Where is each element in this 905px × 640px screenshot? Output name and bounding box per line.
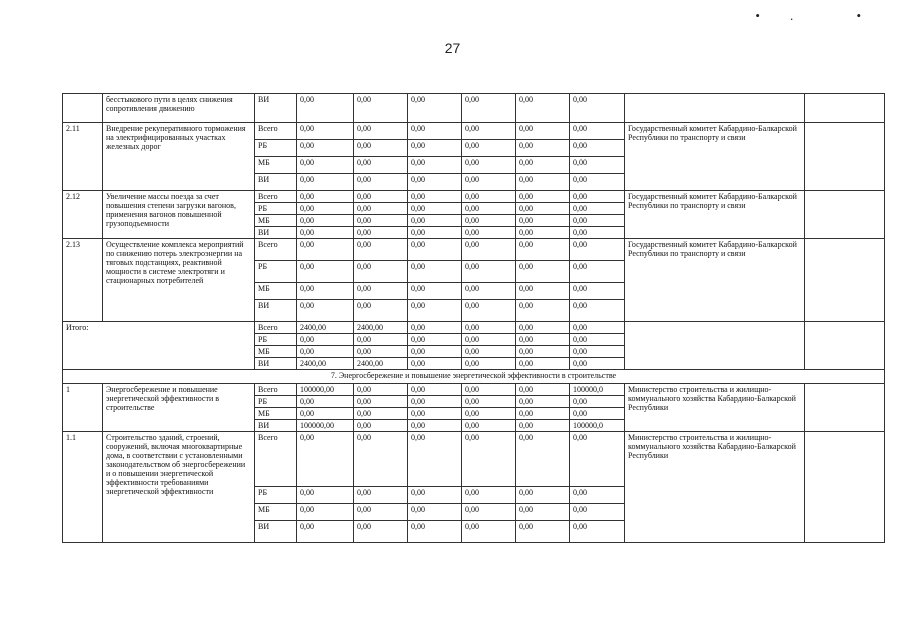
funding-source: РБ (255, 140, 297, 157)
amount-cell: 0,00 (354, 521, 408, 543)
amount-cell: 0,00 (570, 203, 625, 215)
amount-cell: 0,00 (297, 157, 354, 174)
funding-source: ВИ (255, 521, 297, 543)
amount-cell: 0,00 (516, 504, 570, 521)
item-description: Строительство зданий, строений, сооружений, включая многоквартирные дома, в соответствии с установленными законодательством об энергосбережении и о повышении энергетической эффективности требованиями энергетической эффективности (103, 432, 255, 543)
amount-cell: 0,00 (516, 140, 570, 157)
amount-cell: 0,00 (462, 157, 516, 174)
amount-cell: 0,00 (462, 140, 516, 157)
amount-cell: 0,00 (516, 432, 570, 487)
amount-cell: 0,00 (297, 239, 354, 261)
amount-cell: 0,00 (408, 504, 462, 521)
amount-cell: 0,00 (354, 174, 408, 191)
amount-cell: 0,00 (297, 191, 354, 203)
amount-cell: 0,00 (354, 261, 408, 283)
amount-cell: 0,00 (408, 300, 462, 322)
amount-cell: 0,00 (297, 521, 354, 543)
amount-cell: 0,00 (570, 157, 625, 174)
amount-cell: 0,00 (516, 322, 570, 334)
amount-cell: 0,00 (570, 322, 625, 334)
item-number: 2.13 (63, 239, 103, 322)
table-row (63, 370, 885, 384)
amount-cell: 2400,00 (354, 358, 408, 370)
funding-source: Всего (255, 239, 297, 261)
funding-source: Всего (255, 191, 297, 203)
amount-cell: 0,00 (297, 174, 354, 191)
amount-cell: 0,00 (516, 283, 570, 300)
amount-cell: 0,00 (354, 283, 408, 300)
amount-cell: 0,00 (570, 123, 625, 140)
amount-cell: 0,00 (297, 504, 354, 521)
amount-cell: 0,00 (570, 504, 625, 521)
item-number (63, 94, 103, 123)
amount-cell: 0,00 (354, 157, 408, 174)
funding-source: ВИ (255, 94, 297, 123)
amount-cell: 2400,00 (297, 358, 354, 370)
amount-cell: 0,00 (462, 239, 516, 261)
notes-cell (805, 191, 885, 239)
funding-source: РБ (255, 203, 297, 215)
amount-cell: 0,00 (408, 396, 462, 408)
amount-cell: 0,00 (462, 408, 516, 420)
amount-cell: 0,00 (516, 358, 570, 370)
funding-source: ВИ (255, 358, 297, 370)
table-row (63, 432, 885, 487)
amount-cell: 0,00 (297, 396, 354, 408)
amount-cell: 0,00 (408, 384, 462, 396)
amount-cell: 0,00 (408, 408, 462, 420)
amount-cell: 0,00 (462, 396, 516, 408)
amount-cell: 100000,0 (570, 420, 625, 432)
amount-cell: 0,00 (462, 334, 516, 346)
funding-source: ВИ (255, 227, 297, 239)
amount-cell: 0,00 (297, 261, 354, 283)
amount-cell: 0,00 (516, 334, 570, 346)
amount-cell: 0,00 (570, 261, 625, 283)
amount-cell: 0,00 (570, 432, 625, 487)
notes-cell (805, 384, 885, 432)
energy-program-table (62, 93, 885, 543)
amount-cell: 0,00 (516, 203, 570, 215)
amount-cell: 0,00 (408, 140, 462, 157)
funding-source: МБ (255, 215, 297, 227)
amount-cell: 0,00 (462, 227, 516, 239)
notes-cell (805, 239, 885, 322)
amount-cell: 0,00 (354, 140, 408, 157)
amount-cell: 0,00 (462, 123, 516, 140)
amount-cell: 0,00 (297, 123, 354, 140)
item-description: бесстыкового пути в целях снижения сопротивления движению (103, 94, 255, 123)
notes-cell (805, 94, 885, 123)
funding-source: МБ (255, 346, 297, 358)
amount-cell: 0,00 (354, 432, 408, 487)
amount-cell: 0,00 (516, 300, 570, 322)
item-number: 2.12 (63, 191, 103, 239)
amount-cell: 0,00 (462, 346, 516, 358)
amount-cell: 0,00 (297, 432, 354, 487)
amount-cell: 0,00 (516, 227, 570, 239)
table-row (63, 322, 885, 334)
amount-cell: 0,00 (462, 504, 516, 521)
total-label: Итого: (63, 322, 255, 370)
amount-cell: 0,00 (516, 521, 570, 543)
amount-cell: 0,00 (354, 191, 408, 203)
corner-marks: •. • (755, 8, 891, 23)
funding-source: РБ (255, 396, 297, 408)
amount-cell: 0,00 (516, 157, 570, 174)
amount-cell: 0,00 (408, 203, 462, 215)
amount-cell: 0,00 (408, 174, 462, 191)
amount-cell: 2400,00 (354, 322, 408, 334)
amount-cell: 0,00 (462, 432, 516, 487)
amount-cell: 0,00 (408, 227, 462, 239)
amount-cell: 0,00 (354, 408, 408, 420)
section-heading: 7. Энергосбережение и повышение энергетической эффективности в строительстве (63, 370, 885, 384)
amount-cell: 0,00 (297, 140, 354, 157)
amount-cell: 0,00 (408, 157, 462, 174)
amount-cell: 0,00 (408, 521, 462, 543)
item-number: 1 (63, 384, 103, 432)
amount-cell: 100000,00 (297, 420, 354, 432)
amount-cell: 0,00 (462, 521, 516, 543)
amount-cell: 0,00 (297, 346, 354, 358)
amount-cell: 0,00 (462, 174, 516, 191)
amount-cell: 0,00 (408, 322, 462, 334)
table-row (63, 191, 885, 203)
amount-cell: 0,00 (462, 283, 516, 300)
amount-cell: 0,00 (297, 215, 354, 227)
amount-cell: 0,00 (570, 300, 625, 322)
amount-cell: 0,00 (462, 358, 516, 370)
table-row (63, 94, 885, 123)
amount-cell: 0,00 (570, 283, 625, 300)
amount-cell: 0,00 (516, 408, 570, 420)
amount-cell: 0,00 (408, 283, 462, 300)
amount-cell: 0,00 (408, 191, 462, 203)
amount-cell: 0,00 (354, 239, 408, 261)
responsible-executor: Министерство строительства и жилищно-коммунального хозяйства Кабардино-Балкарской Республики (625, 432, 805, 543)
amount-cell: 0,00 (570, 239, 625, 261)
responsible-executor: Государственный комитет Кабардино-Балкарской Республики по транспорту и связи (625, 239, 805, 322)
amount-cell: 0,00 (462, 420, 516, 432)
amount-cell: 0,00 (354, 487, 408, 504)
amount-cell: 0,00 (570, 408, 625, 420)
amount-cell: 0,00 (354, 215, 408, 227)
amount-cell: 100000,0 (570, 384, 625, 396)
amount-cell: 0,00 (297, 283, 354, 300)
page-number: 27 (444, 40, 461, 56)
item-number: 2.11 (63, 123, 103, 191)
amount-cell: 0,00 (408, 239, 462, 261)
amount-cell: 0,00 (570, 396, 625, 408)
amount-cell: 0,00 (297, 487, 354, 504)
amount-cell: 0,00 (354, 123, 408, 140)
amount-cell: 0,00 (570, 358, 625, 370)
amount-cell: 0,00 (516, 191, 570, 203)
amount-cell: 0,00 (570, 334, 625, 346)
amount-cell: 0,00 (354, 203, 408, 215)
amount-cell: 0,00 (516, 396, 570, 408)
notes-cell (805, 432, 885, 543)
amount-cell: 0,00 (462, 384, 516, 396)
amount-cell: 0,00 (408, 215, 462, 227)
responsible-executor: Государственный комитет Кабардино-Балкарской Республики по транспорту и связи (625, 191, 805, 239)
amount-cell: 0,00 (354, 300, 408, 322)
amount-cell: 0,00 (408, 346, 462, 358)
amount-cell: 0,00 (354, 334, 408, 346)
amount-cell: 0,00 (408, 123, 462, 140)
amount-cell: 0,00 (570, 140, 625, 157)
funding-source: ВИ (255, 300, 297, 322)
amount-cell: 0,00 (408, 261, 462, 283)
amount-cell: 0,00 (516, 346, 570, 358)
amount-cell: 0,00 (570, 487, 625, 504)
amount-cell: 0,00 (297, 203, 354, 215)
amount-cell: 0,00 (570, 174, 625, 191)
amount-cell: 100000,00 (297, 384, 354, 396)
table-row (63, 123, 885, 140)
notes-cell (805, 322, 885, 370)
amount-cell: 0,00 (516, 420, 570, 432)
funding-source: Всего (255, 123, 297, 140)
amount-cell: 0,00 (462, 322, 516, 334)
funding-source: МБ (255, 408, 297, 420)
amount-cell: 0,00 (354, 384, 408, 396)
amount-cell: 0,00 (408, 487, 462, 504)
amount-cell: 0,00 (354, 227, 408, 239)
funding-source: РБ (255, 487, 297, 504)
amount-cell: 0,00 (408, 358, 462, 370)
amount-cell: 0,00 (462, 203, 516, 215)
responsible-executor (625, 322, 805, 370)
responsible-executor (625, 94, 805, 123)
amount-cell: 0,00 (297, 408, 354, 420)
amount-cell: 0,00 (516, 487, 570, 504)
item-description: Увеличение массы поезда за счет повышения степени загрузки вагонов, применения вагонов повышенной грузоподъемности (103, 191, 255, 239)
amount-cell: 0,00 (297, 227, 354, 239)
amount-cell: 0,00 (297, 334, 354, 346)
amount-cell: 0,00 (408, 334, 462, 346)
amount-cell: 0,00 (570, 521, 625, 543)
funding-source: МБ (255, 283, 297, 300)
funding-source: Всего (255, 384, 297, 396)
amount-cell: 0,00 (462, 215, 516, 227)
item-description: Энергосбережение и повышение энергетической эффективности в строительстве (103, 384, 255, 432)
amount-cell: 0,00 (516, 123, 570, 140)
funding-source: РБ (255, 334, 297, 346)
amount-cell: 0,00 (516, 215, 570, 227)
amount-cell: 0,00 (408, 94, 462, 123)
amount-cell: 0,00 (462, 300, 516, 322)
amount-cell: 0,00 (354, 346, 408, 358)
amount-cell: 0,00 (462, 487, 516, 504)
amount-cell: 0,00 (354, 396, 408, 408)
amount-cell: 0,00 (462, 191, 516, 203)
amount-cell: 0,00 (354, 504, 408, 521)
amount-cell: 2400,00 (297, 322, 354, 334)
responsible-executor: Министерство строительства и жилищно-коммунального хозяйства Кабардино-Балкарской Республики (625, 384, 805, 432)
funding-source: МБ (255, 157, 297, 174)
amount-cell: 0,00 (516, 239, 570, 261)
amount-cell: 0,00 (408, 420, 462, 432)
amount-cell: 0,00 (516, 261, 570, 283)
funding-source: Всего (255, 322, 297, 334)
amount-cell: 0,00 (408, 432, 462, 487)
amount-cell: 0,00 (570, 346, 625, 358)
responsible-executor: Государственный комитет Кабардино-Балкарской Республики по транспорту и связи (625, 123, 805, 191)
funding-source: Всего (255, 432, 297, 487)
table-row (63, 239, 885, 261)
amount-cell: 0,00 (516, 94, 570, 123)
notes-cell (805, 123, 885, 191)
item-number: 1.1 (63, 432, 103, 543)
amount-cell: 0,00 (354, 94, 408, 123)
amount-cell: 0,00 (516, 174, 570, 191)
amount-cell: 0,00 (297, 300, 354, 322)
funding-source: МБ (255, 504, 297, 521)
funding-source: ВИ (255, 174, 297, 191)
amount-cell: 0,00 (462, 94, 516, 123)
table-row (63, 384, 885, 396)
item-description: Осуществление комплекса мероприятий по снижению потерь электроэнергии на тяговых подстанциях, реактивной мощности в системе электротяги и стационарных потребителей (103, 239, 255, 322)
amount-cell: 0,00 (462, 261, 516, 283)
amount-cell: 0,00 (570, 191, 625, 203)
amount-cell: 0,00 (516, 384, 570, 396)
amount-cell: 0,00 (570, 94, 625, 123)
item-description: Внедрение рекуперативного торможения на электрифицированных участках железных дорог (103, 123, 255, 191)
amount-cell: 0,00 (354, 420, 408, 432)
amount-cell: 0,00 (570, 227, 625, 239)
funding-source: ВИ (255, 420, 297, 432)
amount-cell: 0,00 (297, 94, 354, 123)
funding-source: РБ (255, 261, 297, 283)
amount-cell: 0,00 (570, 215, 625, 227)
